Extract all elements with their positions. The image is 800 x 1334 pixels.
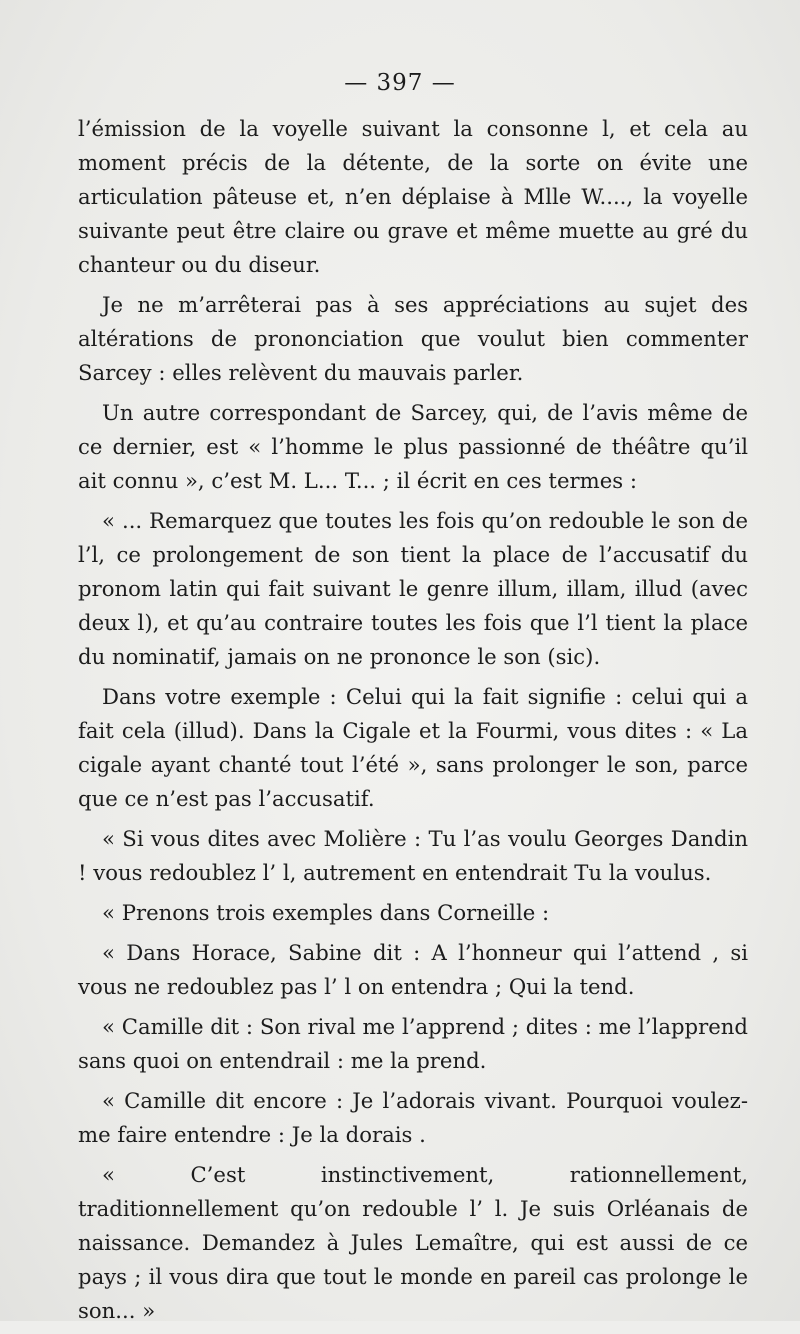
paragraph-10: « Camille dit encore : Je l’adorais vivant. Pourquoi voulez-me faire entendre : Je la dorais . [78,1088,748,1147]
paragraph-3: Un autre correspondant de Sarcey, qui, de l’avis même de ce dernier, est « l’homme le plus passionné de théâtre qu’il ait connu », c’est M. L... T... ; il écrit en ces termes : [78,400,748,493]
paragraph-8: « Dans Horace, Sabine dit : A l’honneur qui l’attend , si vous ne redoublez pas l’ l on entendra ; Qui la tend. [78,940,748,999]
paragraph-9: « Camille dit : Son rival me l’apprend ; dites : me l’lapprend sans quoi on entendrail : me la prend. [78,1014,748,1073]
paragraph-7: « Prenons trois exemples dans Corneille : [102,900,550,925]
paragraph-1: l’émission de la voyelle suivant la consonne l, et cela au moment précis de la détente, de la sorte on évite une articulation pâteuse et, n’en déplaise à Mlle W...., la voyelle suivante peut être claire ou grave et même muette au gré du chanteur ou du diseur. [78,116,748,277]
paragraph-5: Dans votre exemple : Celui qui la fait signifie : celui qui a fait cela (illud). Dans la Cigale et la Fourmi, vous dites : « La cigale ayant chanté tout l’été », sans prolonger le son, parce que ce n’est pas l’accusatif. [78,684,748,811]
page-number: — 397 — [344,70,456,96]
body-text [78,112,748,1334]
paragraph-4: « ... Remarquez que toutes les fois qu’on redouble le son de l’l, ce prolongement de son tient la place de l’accusatif du pronom latin qui fait suivant le genre illum, illam, illud (avec deux l), et qu’au contraire toutes les fois que l’l tient la place du nominatif, jamais on ne prononce le son (sic). [78,508,748,669]
paragraph-2: Je ne m’arrêterai pas à ses appréciations au sujet des altérations de prononciation que voulut bien commenter Sarcey : elles relèvent du mauvais parler. [78,292,748,385]
paragraph-6: « Si vous dites avec Molière : Tu l’as voulu Georges Dandin ! vous redoublez l’ l, autrement en entendrait Tu la voulus. [78,826,748,885]
paragraph-11: « C’est instinctivement, rationnellement, traditionnellement qu’on redouble l’ l. Je suis Orléanais de naissance. Demandez à Jules Lemaître, qui est aussi de ce pays ; il vous dira que tout le monde en pareil cas prolonge le son... » [78,1162,748,1323]
